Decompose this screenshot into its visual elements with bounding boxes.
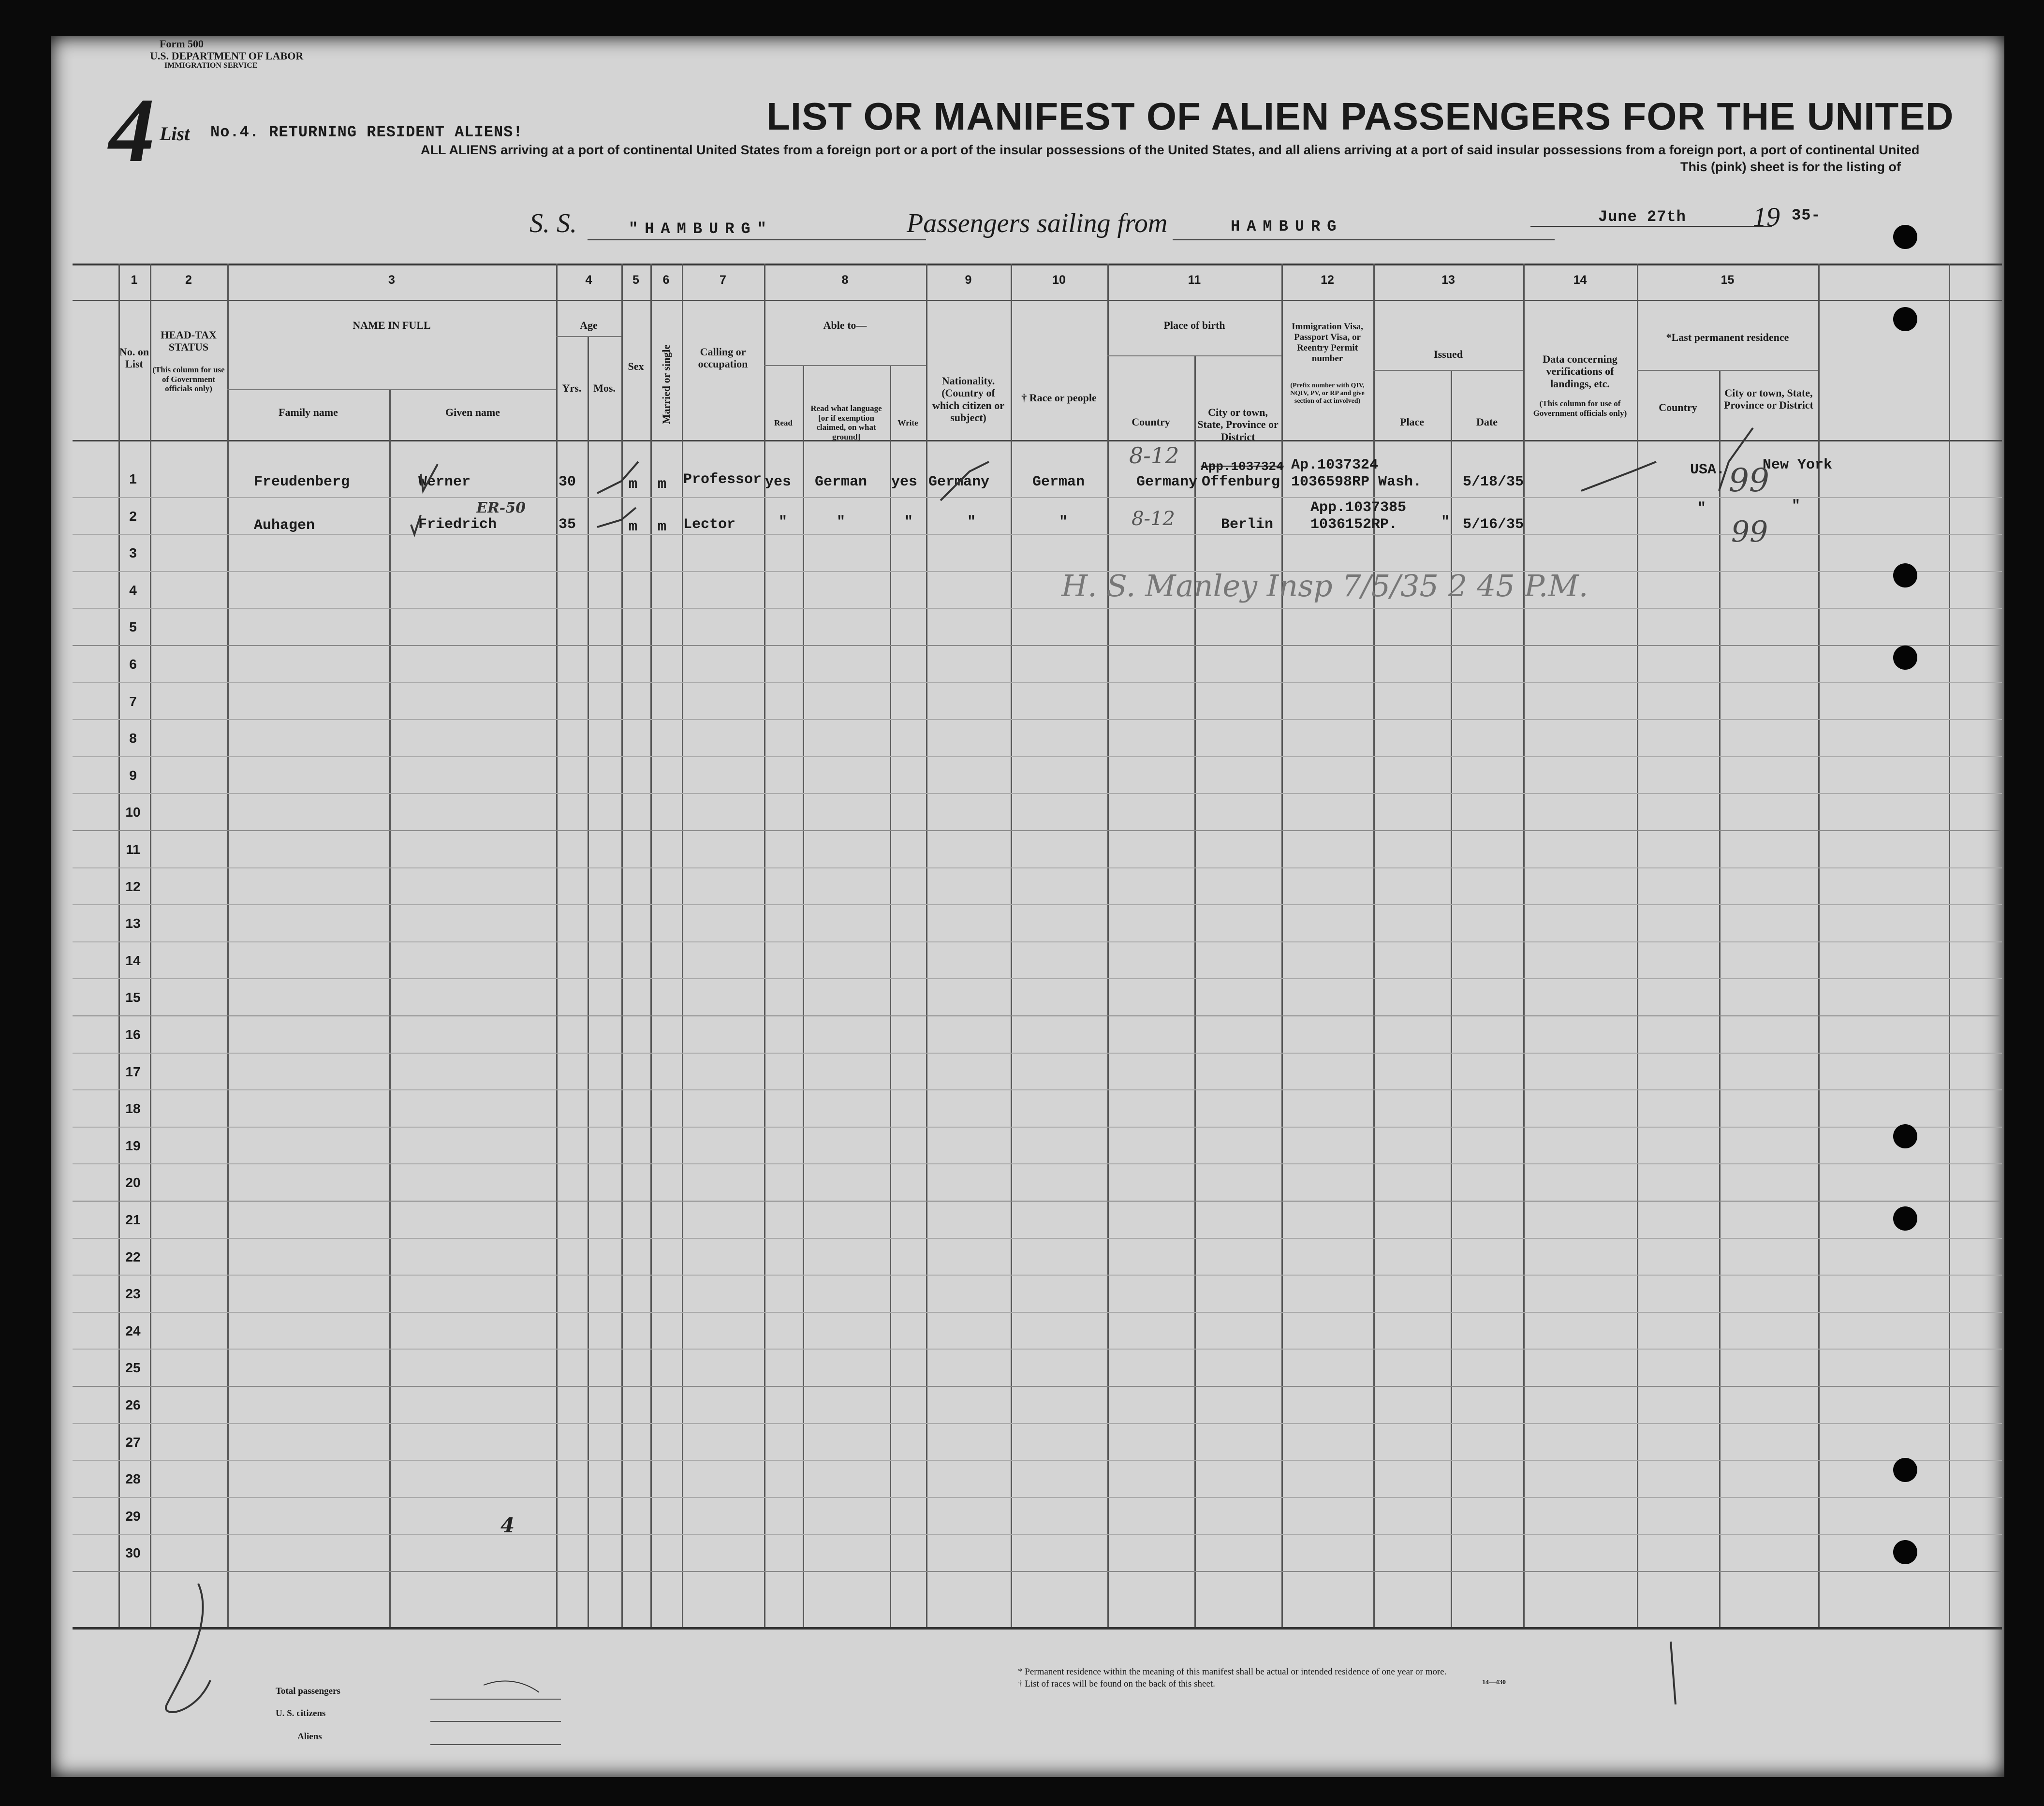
hdr-nationality: Nationality. (Country of which citizen or subject) bbox=[932, 375, 1005, 424]
footer-us-citizens: U. S. citizens bbox=[276, 1708, 326, 1718]
row2-birth-city: Berlin bbox=[1221, 516, 1274, 533]
row-number: 21 bbox=[125, 1212, 141, 1227]
row-number: 16 bbox=[125, 1027, 141, 1042]
row2-issued-place: " bbox=[1441, 514, 1450, 530]
row-number: 27 bbox=[125, 1434, 141, 1450]
colnum-3: 3 bbox=[388, 273, 395, 287]
row-number: 8 bbox=[129, 731, 137, 746]
footer-aliens: Aliens bbox=[297, 1732, 322, 1742]
row-number: 28 bbox=[125, 1471, 141, 1487]
row2-race: " bbox=[1059, 514, 1068, 530]
row2-issued-date: 5/16/35 bbox=[1463, 516, 1524, 533]
colnum-5: 5 bbox=[632, 273, 639, 287]
hdr-verification: Data concerning verifications of landings, etc. bbox=[1543, 353, 1618, 390]
hdr-issued: Issued bbox=[1434, 348, 1463, 360]
hdr-age-mos: Mos. bbox=[593, 382, 616, 394]
row2-visa: App.1037385 bbox=[1310, 499, 1407, 516]
check-mark bbox=[411, 515, 421, 534]
hand-birth-code-1: 8-12 bbox=[1129, 442, 1179, 469]
row-number: 12 bbox=[125, 879, 141, 894]
hdr-birth-city: City or town, State, Province or District bbox=[1197, 406, 1279, 443]
hdr-married: Married or single bbox=[660, 344, 672, 425]
hdr-read-language: Read what language [or if exemption claimed, on what ground] bbox=[810, 404, 882, 441]
row2-read: " bbox=[779, 514, 788, 530]
row1-language: German bbox=[815, 474, 868, 490]
punch-hole bbox=[1893, 646, 1917, 670]
row1-visa-2: 1036598RP bbox=[1291, 474, 1370, 490]
ss-label: S. S. bbox=[529, 208, 577, 238]
hdr-family-name: Family name bbox=[279, 406, 338, 418]
hdr-write: Write bbox=[897, 418, 918, 427]
row-number: 29 bbox=[125, 1508, 141, 1524]
hdr-read: Read bbox=[774, 418, 793, 427]
footer-line bbox=[430, 1699, 561, 1700]
punch-hole bbox=[1893, 1458, 1917, 1482]
hdr-no-on-list: No. on List bbox=[119, 346, 149, 370]
row2-language: " bbox=[837, 514, 846, 530]
row-number: 19 bbox=[125, 1138, 141, 1153]
hdr-res-city: City or town, State, Province or District bbox=[1724, 387, 1813, 411]
tick-mark bbox=[1581, 462, 1656, 491]
hdr-sex: Sex bbox=[628, 360, 644, 372]
tick-mark bbox=[597, 462, 638, 493]
row2-res-city: " bbox=[1792, 498, 1801, 514]
list-label: List bbox=[160, 123, 190, 145]
row1-given-name: Werner bbox=[418, 474, 471, 490]
row2-sex: m bbox=[629, 519, 638, 535]
year-suffix: 35- bbox=[1792, 206, 1821, 224]
row2-res-country: " bbox=[1697, 500, 1706, 517]
hdr-age: Age bbox=[580, 319, 598, 331]
row-number: 15 bbox=[125, 990, 141, 1005]
colnum-7: 7 bbox=[720, 273, 726, 287]
punch-hole bbox=[1893, 307, 1917, 331]
row1-age-yrs: 30 bbox=[559, 474, 576, 490]
hdr-age-yrs: Yrs. bbox=[562, 382, 582, 394]
pencil-loop bbox=[166, 1584, 210, 1712]
hand-mark-99-2: 99 bbox=[1731, 515, 1768, 549]
colnum-10: 10 bbox=[1052, 273, 1066, 287]
row-number: 17 bbox=[125, 1064, 141, 1079]
row-number: 10 bbox=[125, 805, 141, 820]
row1-issued-place: Wash. bbox=[1378, 474, 1422, 490]
row-number: 24 bbox=[125, 1323, 141, 1338]
row2-visa-2: 1036152RP. bbox=[1310, 516, 1398, 533]
check-mark bbox=[421, 464, 438, 491]
list-value: No.4. RETURNING RESIDENT ALIENS! bbox=[210, 123, 523, 141]
hdr-birth-country: Country bbox=[1132, 416, 1170, 428]
hdr-issued-date: Date bbox=[1476, 416, 1498, 428]
row1-visa-struck: App.1037324 bbox=[1201, 459, 1284, 474]
hand-mark-99-1: 99 bbox=[1729, 462, 1769, 499]
row2-write: " bbox=[904, 514, 913, 530]
row-number: 7 bbox=[129, 693, 137, 709]
service-name: IMMIGRATION SERVICE bbox=[164, 61, 258, 70]
department-name: U.S. DEPARTMENT OF LABOR bbox=[150, 50, 304, 62]
row1-occupation: Professor bbox=[683, 471, 762, 488]
colnum-14: 14 bbox=[1573, 273, 1587, 287]
row1-issued-date: 5/18/35 bbox=[1463, 474, 1524, 490]
punch-hole bbox=[1893, 1206, 1917, 1231]
page-title: LIST OR MANIFEST OF ALIEN PASSENGERS FOR THE UNITED bbox=[766, 95, 1954, 138]
year-prefix: 19 bbox=[1753, 202, 1780, 232]
footer-note-2: † List of races will be found on the back of this sheet. bbox=[1018, 1679, 1215, 1689]
hdr-last-residence: *Last permanent residence bbox=[1666, 331, 1789, 343]
pencil-curve bbox=[484, 1681, 539, 1692]
hand-birth-code-2: 8-12 bbox=[1132, 508, 1175, 530]
colnum-9: 9 bbox=[965, 273, 972, 287]
hdr-visa: Immigration Visa, Passport Visa, or Reentry Permit number bbox=[1292, 322, 1363, 364]
hdr-race: † Race or people bbox=[1021, 392, 1097, 404]
punch-hole bbox=[1893, 563, 1917, 587]
pencil-stroke bbox=[1671, 1642, 1676, 1704]
hdr-issued-place: Place bbox=[1399, 416, 1425, 428]
tick-mark bbox=[941, 462, 989, 500]
row-number: 22 bbox=[125, 1249, 141, 1264]
row-number: 26 bbox=[125, 1397, 141, 1412]
punch-hole bbox=[1893, 1540, 1917, 1564]
colnum-1: 1 bbox=[131, 273, 138, 287]
hdr-calling: Calling or occupation bbox=[698, 346, 748, 370]
hdr-head-tax-note: (This column for use of Government officials only) bbox=[152, 365, 225, 394]
hdr-given-name: Given name bbox=[445, 406, 500, 418]
row-number: 1 bbox=[129, 471, 137, 486]
row1-sex: m bbox=[629, 476, 638, 493]
row-number: 25 bbox=[125, 1360, 141, 1376]
subtitle-line-1: ALL ALIENS arriving at a port of continental United States from a foreign port or a port of the insular possessions of the United States, and all aliens arriving at a port of said insular possessions from a foreign port, a port of continental United bbox=[421, 143, 1920, 157]
row2-nationality: " bbox=[967, 514, 976, 530]
row-number: 23 bbox=[125, 1286, 141, 1302]
row1-res-city: New York bbox=[1763, 457, 1833, 473]
row1-race: German bbox=[1032, 474, 1085, 490]
ship-name: "HAMBURG" bbox=[629, 220, 773, 238]
form-number: Form 500 bbox=[160, 38, 204, 50]
row-number: 20 bbox=[125, 1175, 141, 1190]
subtitle-line-2: This (pink) sheet is for the listing of bbox=[1680, 160, 1901, 174]
row-number: 5 bbox=[129, 619, 137, 635]
hand-signature: H. S. Manley Insp 7/5/35 2 45 P.M. bbox=[1061, 568, 1588, 603]
punch-hole bbox=[1893, 225, 1917, 249]
manifest-page bbox=[51, 36, 2004, 1777]
footer-line bbox=[430, 1744, 561, 1745]
tick-mark bbox=[1719, 428, 1753, 491]
colnum-2: 2 bbox=[185, 273, 192, 287]
hdr-verification-note: (This column for use of Government officials only) bbox=[1533, 399, 1627, 418]
row2-family-name: Auhagen bbox=[254, 517, 315, 534]
colnum-15: 15 bbox=[1720, 273, 1735, 287]
list-big-number: 4 bbox=[109, 80, 155, 181]
hand-initials: ER-50 bbox=[476, 499, 526, 516]
row1-write: yes bbox=[891, 474, 918, 490]
row-number: 4 bbox=[129, 582, 137, 598]
pen-marks bbox=[51, 36, 2004, 1777]
colnum-6: 6 bbox=[662, 273, 670, 287]
port-name: HAMBURG bbox=[1231, 218, 1343, 235]
row1-nationality: Germany bbox=[928, 474, 990, 490]
row1-family-name: Freudenberg bbox=[254, 474, 350, 490]
hdr-able-to: Able to— bbox=[823, 319, 867, 331]
footer-total-passengers: Total passengers bbox=[276, 1686, 340, 1696]
footer-form-code: 14—430 bbox=[1482, 1679, 1506, 1686]
sailing-date: June 27th bbox=[1598, 208, 1686, 226]
row-number: 3 bbox=[129, 545, 137, 561]
row-number: 18 bbox=[125, 1101, 141, 1116]
row2-occupation: Lector bbox=[683, 516, 736, 533]
row1-res-country: USA. bbox=[1690, 462, 1725, 478]
hdr-visa-note: (Prefix number with QIV, NQIV, PV, or RP and give section of act involved) bbox=[1290, 382, 1365, 405]
punch-hole bbox=[1893, 1124, 1917, 1148]
row-number: 2 bbox=[129, 508, 137, 524]
row1-visa: Ap.1037324 bbox=[1291, 457, 1379, 473]
hdr-name-in-full: NAME IN FULL bbox=[353, 319, 431, 331]
row-number: 11 bbox=[126, 842, 140, 857]
row-number: 13 bbox=[125, 916, 141, 931]
row2-marital: m bbox=[658, 519, 667, 535]
colnum-12: 12 bbox=[1321, 273, 1334, 287]
hdr-head-tax: HEAD-TAX STATUS bbox=[161, 329, 217, 353]
row1-birth-country: Germany bbox=[1136, 474, 1198, 490]
hand-row28-mark: 4 bbox=[500, 1513, 515, 1537]
row2-age-yrs: 35 bbox=[559, 516, 576, 533]
colnum-11: 11 bbox=[1188, 273, 1201, 287]
footer-note-1: * Permanent residence within the meaning of this manifest shall be actual or intended residence of one year or more. bbox=[1018, 1667, 1447, 1677]
tick-mark bbox=[597, 508, 636, 527]
row2-given-name: Friedrich bbox=[418, 516, 497, 533]
row-number: 9 bbox=[129, 767, 137, 783]
row1-read: yes bbox=[765, 474, 792, 490]
row1-birth-city: Offenburg bbox=[1202, 474, 1280, 490]
footer-line bbox=[430, 1721, 561, 1722]
row1-marital: m bbox=[658, 476, 667, 493]
row-number: 6 bbox=[129, 657, 137, 672]
sailing-label: Passengers sailing from bbox=[907, 208, 1168, 238]
colnum-8: 8 bbox=[841, 273, 849, 287]
colnum-13: 13 bbox=[1441, 273, 1455, 287]
hdr-place-of-birth: Place of birth bbox=[1163, 319, 1225, 331]
row-number: 14 bbox=[125, 953, 141, 968]
hdr-res-country: Country bbox=[1659, 401, 1697, 413]
colnum-4: 4 bbox=[585, 273, 592, 287]
row-number: 30 bbox=[125, 1545, 141, 1561]
